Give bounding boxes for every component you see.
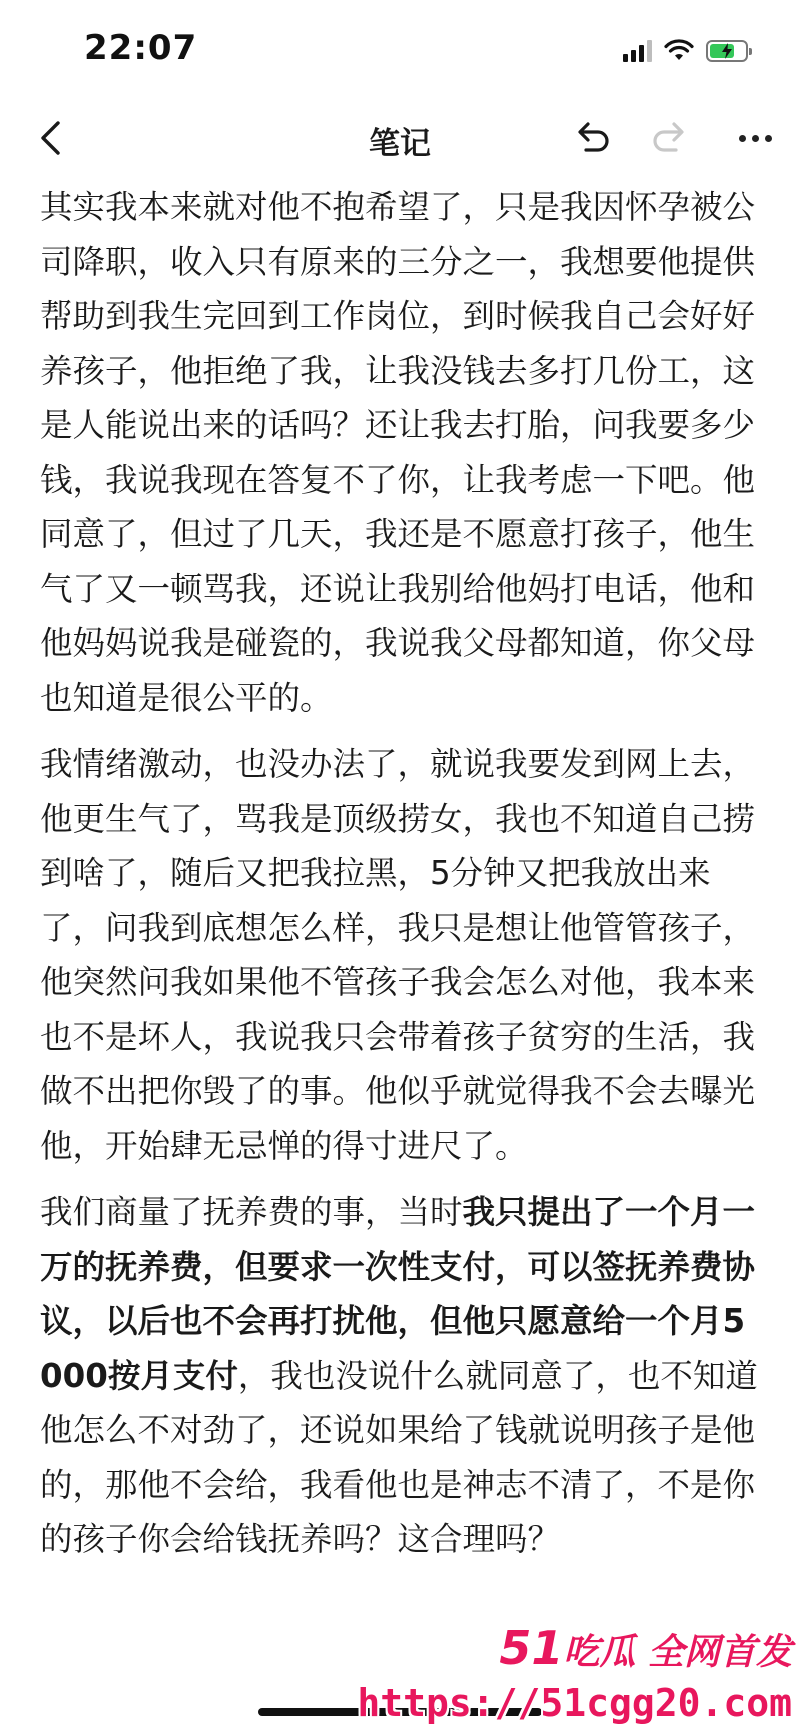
status-icons <box>623 36 748 66</box>
note-paragraph <box>40 1185 760 1567</box>
note-body[interactable] <box>40 180 760 1579</box>
charging-bolt-icon <box>721 43 733 59</box>
undo-button[interactable] <box>570 118 614 158</box>
page-title: 笔记 <box>369 126 431 162</box>
battery-icon <box>706 40 748 62</box>
watermark-brand: 51吃瓜 全网首发 <box>499 1621 792 1675</box>
status-bar <box>0 0 800 100</box>
more-icon <box>739 135 746 142</box>
wifi-icon <box>664 39 694 63</box>
home-indicator[interactable] <box>258 1708 542 1716</box>
redo-button[interactable] <box>648 118 692 158</box>
note-text: ，我也没说什么就同意了，也不知道他怎么不对劲了，还说如果给了钱就说明孩子是他的，那他不会给，我看他也是神志不清了，不是你的孩子你会给钱抚养吗？这合理吗？ <box>40 1356 758 1558</box>
note-paragraph <box>40 180 760 725</box>
note-text: 其实我本来就对他不抱希望了，只是我因怀孕被公司降职，收入只有原来的三分之一，我想要他提供帮助到我生完回到工作岗位，到时候我自己会好好养孩子，他拒绝了我，让我没钱去多打几份工，这是人能说出来的话吗？还让我去打胎，问我要多少钱，我说我现在答复不了你，让我考虑一下吧。他同意了，但过了几天，我还是不愿意打孩子，他生气了又一顿骂我，还说让我别给他妈打电话，他和他妈妈说我是碰瓷的，我说我父母都知道，你父母也知道是很公平的。 <box>40 188 756 717</box>
cellular-signal-icon <box>623 40 652 62</box>
redo-icon <box>648 118 692 158</box>
undo-icon <box>570 118 614 158</box>
more-button[interactable] <box>730 118 780 158</box>
note-paragraph <box>40 737 760 1173</box>
note-text: 我们商量了抚养费的事，当时 <box>40 1193 463 1231</box>
note-text: 我情绪激动，也没办法了，就说我要发到网上去，他更生气了，骂我是顶级捞女，我也不知道自己捞到啥了，随后又把我拉黑，5分钟又把我放出来了，问我到底想怎么样，我只是想让他管管孩子，他突然问我如果他不管孩子我会怎么对他，我本来也不是坏人，我说我只会带着孩子贫穷的生活，我做不出把你毁了的事。他似乎就觉得我不会去曝光他，开始肆无忌惮的得寸进尺了。 <box>40 745 756 1165</box>
status-time: 22:07 <box>84 28 198 68</box>
note-bold-text: 我只提出了一个月一万的抚养费，但要求一次性支付，可以签抚养费协议，以后也不会再打扰他，但他只愿意给一个月5000按月支付 <box>40 1193 756 1395</box>
watermark-url: https://51cgg20.com <box>357 1681 792 1725</box>
nav-bar <box>0 108 800 168</box>
